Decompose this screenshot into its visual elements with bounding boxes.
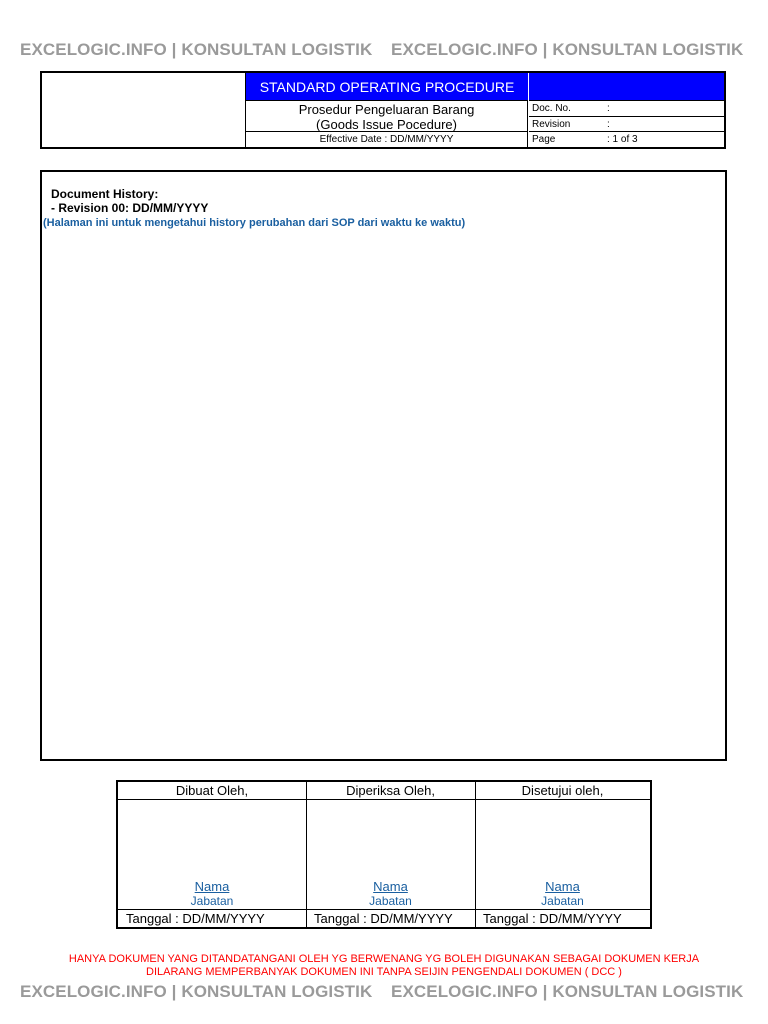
footer-warning-line1: HANYA DOKUMEN YANG DITANDATANGANI OLEH YG BERWENANG YG BOLEH DIGUNAKAN SEBAGAI DOKUMEN KERJA [68,953,700,965]
signature-heading: Diperiksa Oleh, [306,782,475,800]
procedure-name [246,100,528,131]
page-row [529,131,724,148]
signature-position: Jabatan [369,894,412,908]
signature-column-approved [475,782,650,927]
watermark-text-right: EXCELOGIC.INFO | KONSULTAN LOGISTIK [391,40,744,59]
procedure-name-line1: Prosedur Pengeluaran Barang [298,102,475,117]
page-label: Page [532,134,556,145]
signature-date: Tanggal : DD/MM/YYYY [475,909,650,927]
doc-no-row [529,100,724,117]
signature-table [116,780,652,929]
signature-name: Nama [545,879,580,894]
document-history-box [40,170,727,761]
logo-cell [42,73,246,147]
title-bar-right [529,73,724,100]
signature-column-prepared [118,782,307,927]
sop-title: STANDARD OPERATING PROCEDURE [246,73,528,100]
watermark-text-right: EXCELOGIC.INFO | KONSULTAN LOGISTIK [391,982,744,1001]
document-history [51,187,208,215]
effective-date: Effective Date : DD/MM/YYYY [246,131,528,148]
signature-heading: Dibuat Oleh, [118,782,306,800]
revision-line: - Revision 00: DD/MM/YYYY [51,201,209,215]
watermark-text-left: EXCELOGIC.INFO | KONSULTAN LOGISTIK [20,40,373,59]
signature-date: Tanggal : DD/MM/YYYY [118,909,306,927]
page-value: : 1 of 3 [607,134,638,145]
signature-name: Nama [194,879,230,894]
history-title: Document History: [51,187,159,201]
watermark-text-left: EXCELOGIC.INFO | KONSULTAN LOGISTIK [20,982,373,1001]
signature-position: Jabatan [190,894,234,908]
signature-column-checked [306,782,476,927]
footer-warning-line2: DILARANG MEMPERBANYAK DOKUMEN INI TANPA SEIJIN PENGENDALI DOKUMEN ( DCC ) [146,966,622,978]
revision-label: Revision [532,119,571,130]
signature-heading: Disetujui oleh, [475,782,650,800]
revision-value: : [607,119,610,130]
signature-position: Jabatan [541,894,584,908]
doc-no-label: Doc. No. [532,103,571,114]
history-note: (Halaman ini untuk mengetahui history perubahan dari SOP dari waktu ke waktu) [43,217,466,229]
doc-no-value: : [607,103,610,114]
sop-header-table [40,71,726,149]
signature-date: Tanggal : DD/MM/YYYY [306,909,475,927]
signature-name: Nama [373,879,408,894]
procedure-name-line2: (Goods Issue Pocedure) [316,117,457,132]
